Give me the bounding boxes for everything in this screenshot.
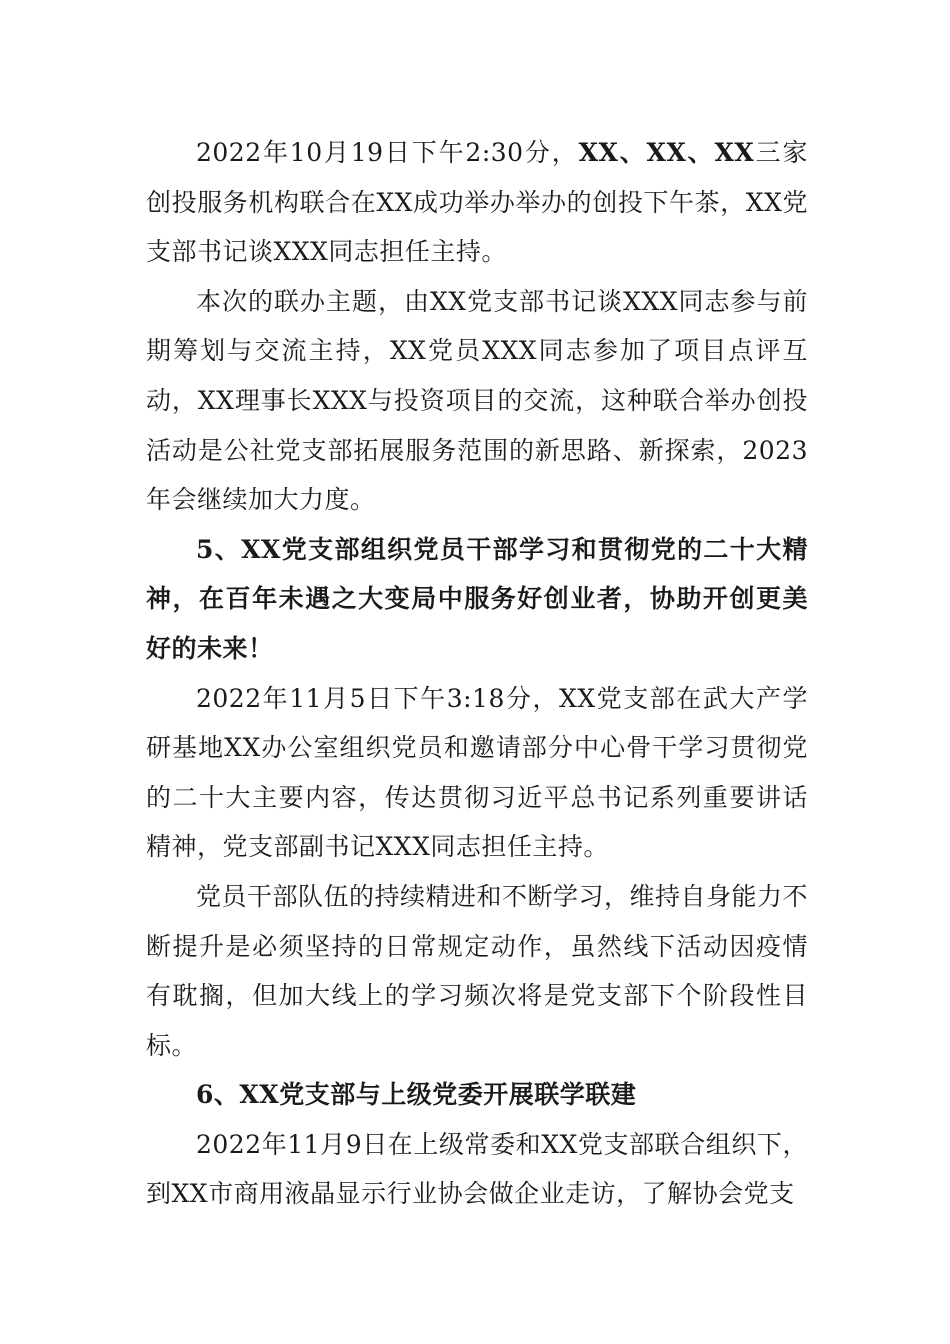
- paragraph-event-2: 2022年11月5日下午3:18分，XX党支部在武大产学研基地XX办公室组织党员和邀请部分中心骨干学习贯彻党的二十大主要内容，传达贯彻习近平总书记系列重要讲话精神，党支部副书记XXX同志担任主持。: [146, 683, 808, 862]
- paragraph-bold-text: XX、XX、XX: [578, 138, 755, 167]
- paragraph-event-1: [146, 128, 808, 277]
- section-heading-6: 6、XX党支部与上级党委开展联学联建: [196, 1080, 637, 1110]
- document-page: [146, 128, 808, 1219]
- paragraph-text: 2022年10月19日下午2:30分，: [196, 138, 579, 167]
- paragraph-event-2-detail: 党员干部队伍的持续精进和不断学习，维持自身能力不断提升是必须坚持的日常规定动作，虽然线下活动因疫情有耽搁，但加大线上的学习频次将是党支部下个阶段性目标。: [146, 881, 809, 1060]
- section-heading-5: 5、XX党支部组织党员干部学习和贯彻党的二十大精神，在百年未遇之大变局中服务好创业者，协助开创更美好的未来！: [146, 534, 808, 663]
- paragraph-event-3: 2022年11月9日在上级常委和XX党支部联合组织下，到XX市商用液晶显示行业协会做企业走访，了解协会党支: [146, 1129, 808, 1209]
- paragraph-text: 三家创投服务机构联合在XX成功举办举办的创投下午茶，XX党支部书记谈XXX同志担任主持。: [146, 138, 808, 267]
- paragraph-event-1-detail: 本次的联办主题，由XX党支部书记谈XXX同志参与前期筹划与交流主持，XX党员XXX同志参加了项目点评互动，XX理事长XXX与投资项目的交流，这种联合举办创投活动是公社党支部拓展服务范围的新思路、新探索，2023年会继续加大力度。: [146, 286, 808, 515]
